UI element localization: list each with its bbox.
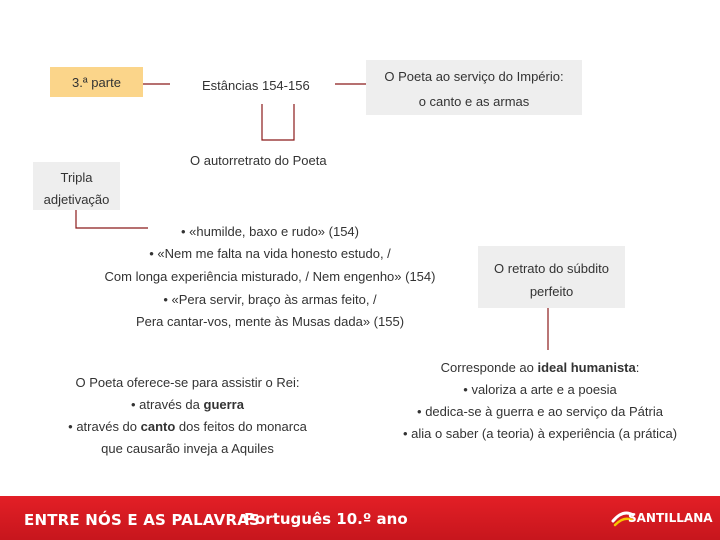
humanist-line-4: • alia o saber (a teoria) à experiência (a prática) [402,426,678,441]
humanist-ideal-bold: ideal humanista [537,360,636,375]
theme-box [366,60,582,115]
subject-line-1: O retrato do súbdito [494,261,609,276]
offer-war-bold: guerra [203,397,244,412]
part-label: 3.ª parte [72,75,121,90]
subject-line-2: perfeito [529,284,574,299]
quotes-block [70,224,470,334]
quote-line-3: Com longa experiência misturado, / Nem engenho» (154) [104,269,436,284]
humanist-line-2: • valoriza a arte e a poesia [463,382,617,397]
stanzas-label: Estâncias 154-156 [202,78,310,93]
footer-brand: SANTILLANA [628,511,713,525]
offer-line-4: que causarão inveja a Aquiles [101,441,274,456]
humanist-line-3: • dedica-se à guerra e ao serviço da Pátria [417,404,663,419]
perfect-subject-box [478,246,625,308]
quote-line-2: • «Nem me falta na vida honesto estudo, / [149,246,391,261]
poet-offer-block [50,375,325,465]
quote-line-5: Pera cantar-vos, mente às Musas dada» (155) [135,314,405,329]
theme-line-2: o canto e as armas [418,94,530,109]
theme-line-1: O Poeta ao serviço do Império: [384,69,564,84]
triple-line-2: adjetivação [43,192,110,207]
triple-adjectivation-box [33,162,120,210]
humanist-line-1: Corresponde ao ideal humanista: [440,360,640,375]
offer-song-bold: canto [140,419,176,434]
triple-line-1: Tripla [60,170,93,185]
quote-line-1: • «humilde, baxo e rudo» (154) [181,224,359,239]
offer-line-1: O Poeta oferece-se para assistir o Rei: [75,375,300,390]
self-portrait-label: O autorretrato do Poeta [190,153,327,168]
humanist-ideal-block [380,360,700,450]
footer-title: ENTRE NÓS E AS PALAVRAS [24,511,261,529]
offer-line-3: • através do canto dos feitos do monarca [68,419,307,434]
offer-line-2: • através da guerra [131,397,244,412]
footer-banner [0,496,720,540]
quote-line-4: • «Pera servir, braço às armas feito, / [163,292,377,307]
connector-to-self-portrait [262,104,294,140]
footer-subject: Português 10.º ano [244,510,408,528]
part-box [50,67,143,97]
